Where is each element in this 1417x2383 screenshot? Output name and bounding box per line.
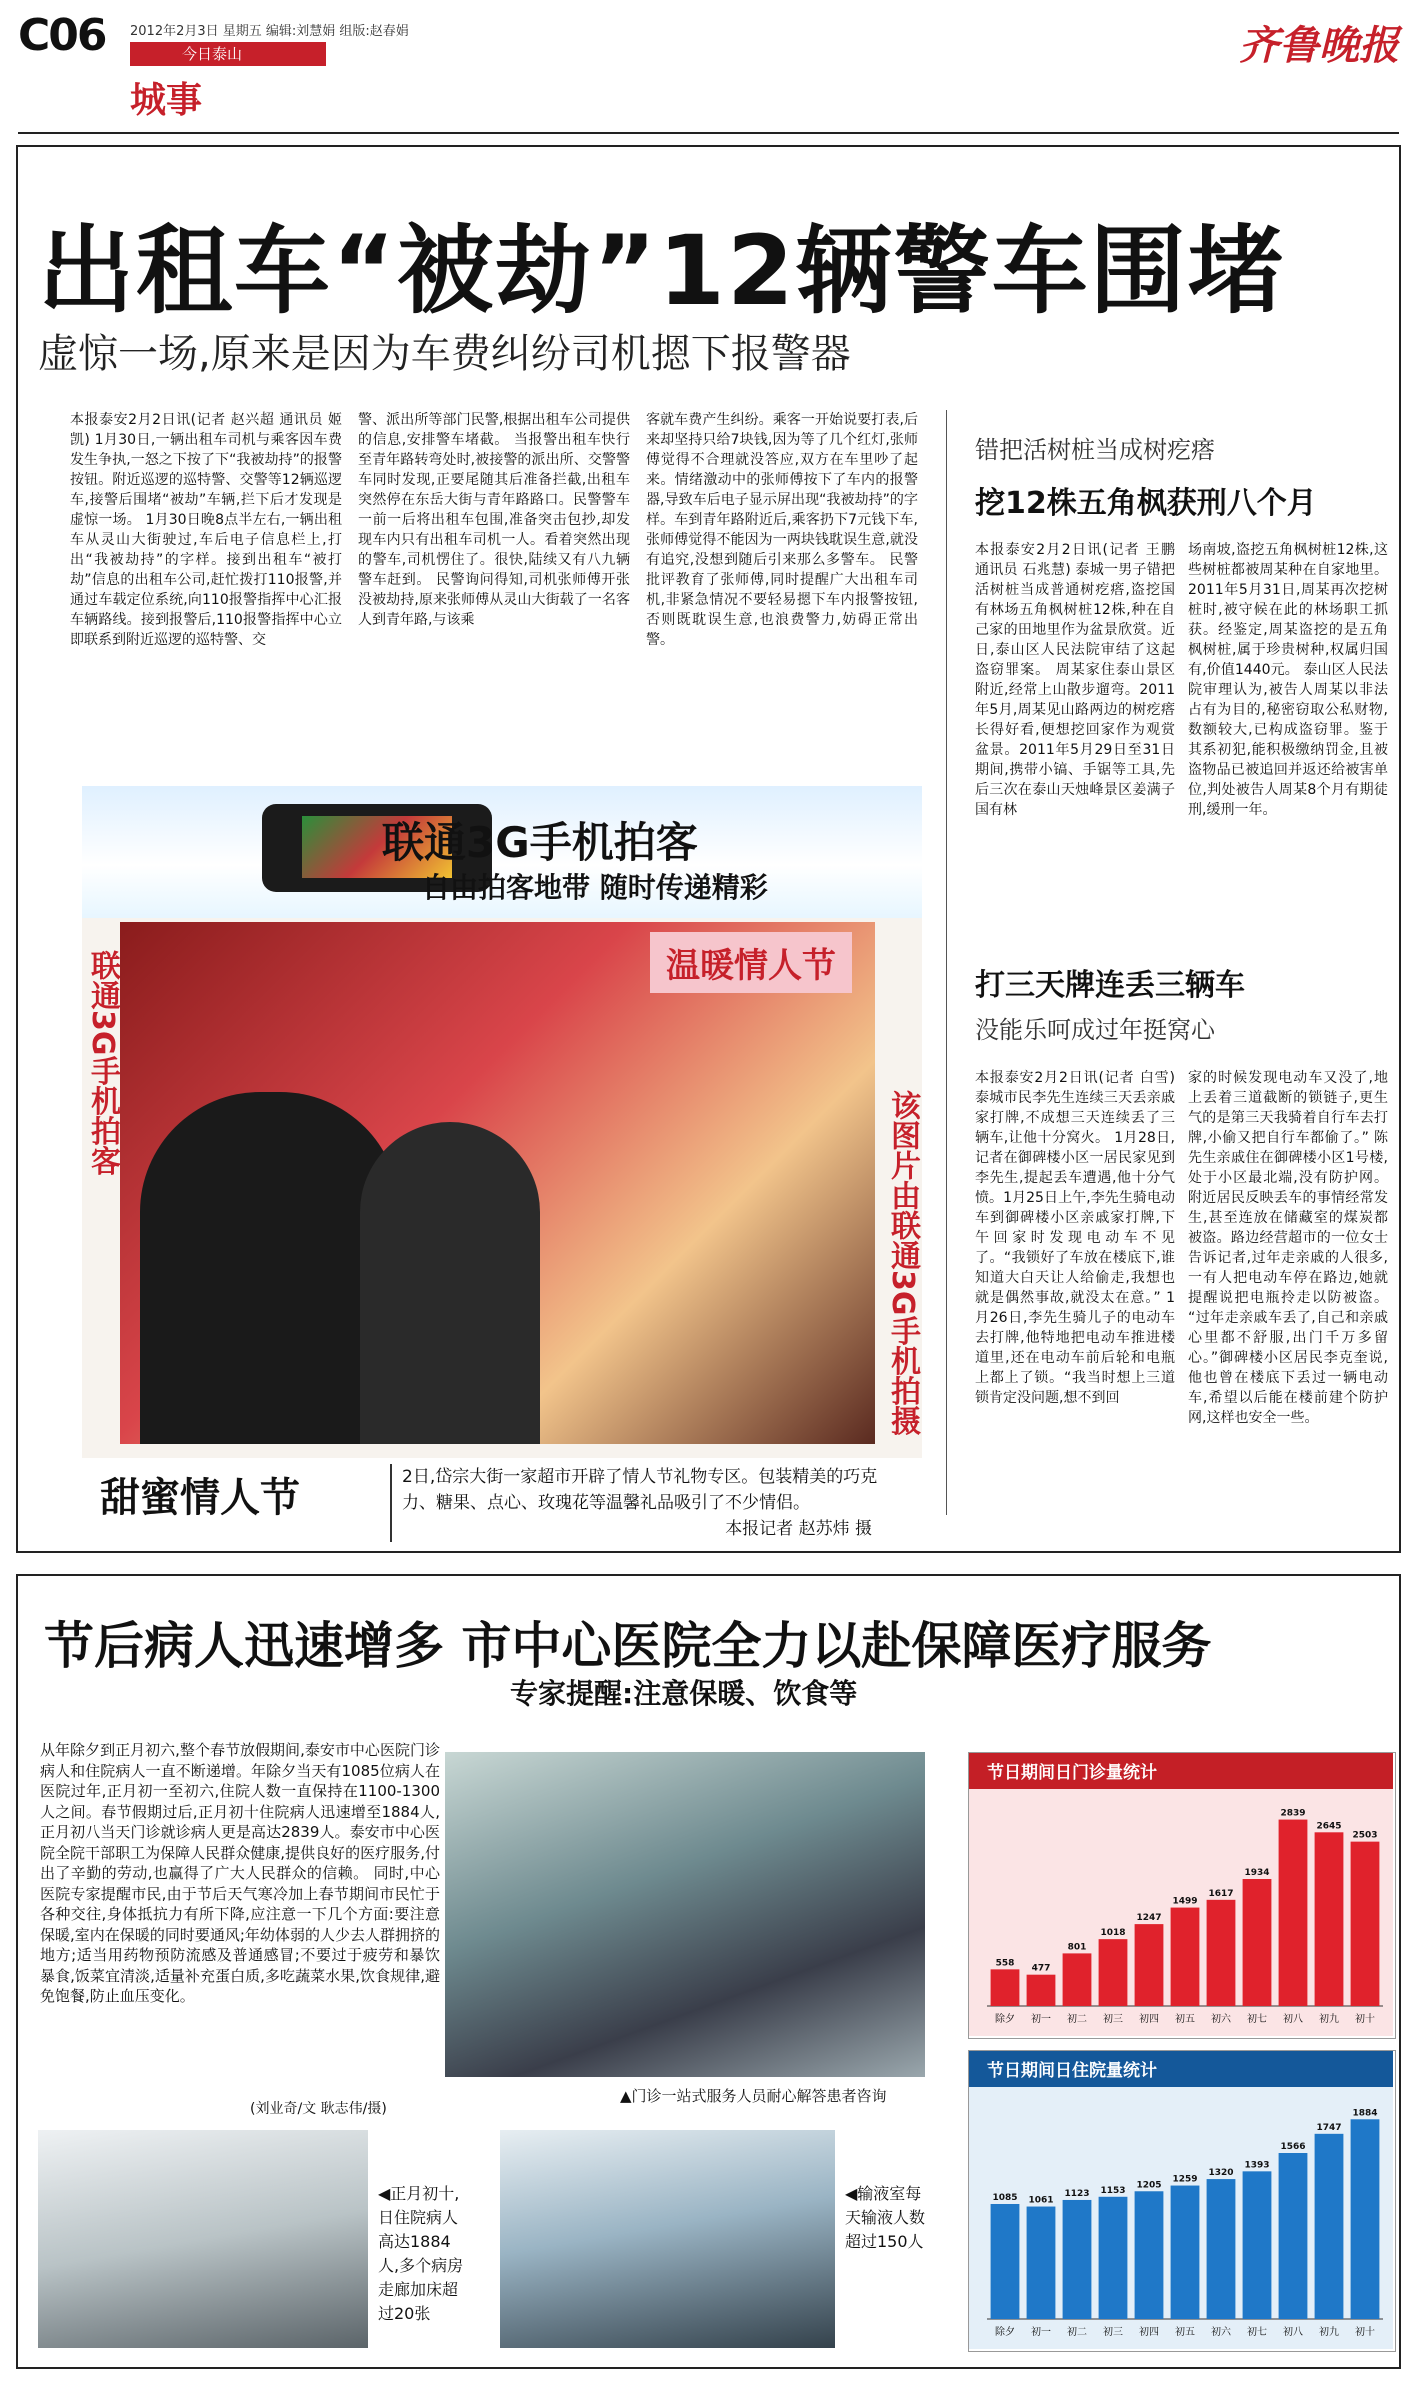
valentine-photo xyxy=(120,922,875,1444)
chart-bar xyxy=(1207,2179,1236,2319)
clinic-photo-caption: ▲门诊一站式服务人员耐心解答患者咨询 xyxy=(620,2087,887,2105)
section-name: 城事 xyxy=(130,80,203,121)
category-label: 初七 xyxy=(1247,2014,1267,2025)
main-story-col-1: 本报泰安2月2日讯(记者 赵兴超 通讯员 姬凯) 1月30日,一辆出租车司机与乘客因车费发生争执,一怒之下按了下“我被劫持”的报警按钮。附近巡逻的巡特警、交警等12辆巡逻车,接警后围堵“被劫”车辆,拦下后才发现是虚惊一场。 1月30日晚8点半左右,一辆出租车从灵山大街驶过,车后电子信息栏上,打出“我被劫持”的字样。接到出租车“被打劫”信息的出租车公司,赶忙拨打110报警,并通过车载定位系统,向110报警指挥中心汇报车辆路线。接到报警后,110报警指挥中心立即联系到附近巡逻的巡特警、交 xyxy=(70,412,342,648)
person-silhouette xyxy=(360,1122,540,1444)
category-label: 初十 xyxy=(1355,2014,1375,2025)
outpatient-chart-svg xyxy=(969,1753,1393,2036)
bar-value-label: 477 xyxy=(1031,1963,1051,1974)
hospital-subhead: 专家提醒:注意保暖、饮食等 xyxy=(510,1677,858,1710)
chart-bar xyxy=(1243,1879,1272,2006)
section-tag: 今日泰山 xyxy=(130,42,326,66)
category-label: 初二 xyxy=(1067,2014,1087,2025)
infusion-photo xyxy=(500,2130,835,2348)
category-label: 初七 xyxy=(1247,2327,1267,2338)
ad-slogan: 自由拍客地带 随时传递精彩 xyxy=(422,871,768,904)
infusion-photo-caption: ◀输液室每天输液人数超过150人 xyxy=(845,2184,926,2251)
bar-value-label: 1259 xyxy=(1172,2174,1198,2185)
side1-headline: 挖12株五角枫获刑八个月 xyxy=(975,486,1317,521)
photo-sign: 温暖情人节 xyxy=(650,932,852,993)
chart-bar xyxy=(1243,2171,1272,2319)
chart-bar xyxy=(1099,1939,1128,2006)
side1-kicker: 错把活树桩当成树疙瘩 xyxy=(975,436,1215,464)
category-label: 初一 xyxy=(1031,2327,1051,2338)
chart-bar xyxy=(1027,1975,1056,2006)
clinic-photo xyxy=(445,1752,925,2077)
category-label: 初四 xyxy=(1139,2327,1159,2338)
photo-title: 甜蜜情人节 xyxy=(100,1475,300,1521)
photo-credit: 本报记者 赵苏炜 摄 xyxy=(725,1519,872,1539)
chart-bar xyxy=(1063,2200,1092,2319)
chart-bar xyxy=(1279,2153,1308,2319)
category-label: 初十 xyxy=(1355,2327,1375,2338)
category-label: 初三 xyxy=(1103,2327,1123,2338)
header-rule xyxy=(18,132,1399,134)
bar-value-label: 1320 xyxy=(1208,2168,1234,2179)
bar-value-label: 1205 xyxy=(1136,2180,1162,2191)
ad-left-vertical: 联通3G手机拍客 xyxy=(85,950,120,1176)
chart-bar xyxy=(1171,1908,1200,2006)
chart-bar xyxy=(1279,1820,1308,2006)
category-label: 初六 xyxy=(1211,2327,1231,2338)
bar-value-label: 1499 xyxy=(1172,1896,1198,1907)
main-story-col-2: 警、派出所等部门民警,根据出租车公司提供的信息,安排警车堵截。 当报警出租车快行至青年路转弯处时,被接警的派出所、交警警车同时发现,正要尾随其后准备拦截,出租车突然停在东岳大街与青年路路口。民警警车一前一后将出租车包围,准备突击包抄,却发现车内只有出租车司机一人。看着突然出现的警车,司机愣住了。很快,陆续又有八九辆警车赶到。 民警询问得知,司机张师傅开张没被劫持,原来张师傅从灵山大街载了一名客人到青年路,与该乘 xyxy=(358,412,630,628)
chart-bar xyxy=(1351,2119,1380,2319)
category-label: 除夕 xyxy=(995,2327,1015,2338)
bar-value-label: 1747 xyxy=(1316,2122,1342,2133)
chart-bar xyxy=(1027,2207,1056,2319)
main-subhead: 虚惊一场,原来是因为车费纠纷司机摁下报警器 xyxy=(38,331,851,377)
bar-value-label: 1123 xyxy=(1064,2188,1090,2199)
inpatient-chart xyxy=(968,2050,1396,2352)
bar-value-label: 2503 xyxy=(1352,1830,1378,1841)
hospital-body: 从年除夕到正月初六,整个春节放假期间,泰安市中心医院门诊病人和住院病人一直不断递增。年除夕当天有1085位病人在医院过年,正月初一至初六,住院人数一直保持在1100-1300人之间。春节假期过后,正月初十住院病人迅速增至1884人,正月初八当天门诊就诊病人更是高达2839人。泰安市中心医院全院干部职工为保障人民群众健康,提供良好的医疗服务,付出了辛勤的劳动,也赢得了广大人民群众的信赖。 同时,中心医院专家提醒市民,由于节后天气寒冷加上春节期间市民忙于各种交往,身体抵抗力有所下降,应注意一下几个方面:要注意保暖,室内在保暖的同时要通风;年幼体弱的人少去人群拥挤的地方;适当用药物预防流感及普通感冒;不要过于疲劳和暴饮暴食,饭菜宜清淡,适量补充蛋白质,多吃蔬菜水果,饮食规律,避免饱餐,防止血压变化。 xyxy=(40,1741,440,2005)
chart-bar xyxy=(1063,1953,1092,2006)
side2-col-2: 家的时候发现电动车又没了,地上丢着三道截断的锁链子,更生气的是第三天我骑着自行车去打牌,小偷又把自行车都偷了。” 陈先生亲戚住在御碑楼小区1号楼,处于小区最北端,没有防护网。附近居民反映丢车的事情经常发生,甚至连放在储藏室的煤炭都被盗。路边经营超市的一位女士告诉记者,过年走亲戚的人很多,一有人把电动车停在路边,她就提醒说把电瓶拎走以防被盗。 “过年走亲戚车丢了,自己和亲戚心里都不舒服,出门千万多留心。”御碑楼小区居民李克奎说,他也曾在楼底下丢过一辆电动车,希望以后能在楼前建个防护网,这样也安全一些。 xyxy=(1188,1070,1388,1426)
chart-bar xyxy=(1351,1842,1380,2006)
chart-bar xyxy=(1099,2197,1128,2319)
chart-bar xyxy=(1135,1924,1164,2006)
photo-caption-text: 2日,岱宗大街一家超市开辟了情人节礼物专区。包装精美的巧克力、糖果、点心、玫瑰花等温馨礼品吸引了不少情侣。 xyxy=(402,1467,878,1513)
category-label: 初八 xyxy=(1283,2327,1303,2338)
category-label: 初四 xyxy=(1139,2014,1159,2025)
chart-title: 节日期间日住院量统计 xyxy=(987,2061,1157,2081)
bar-value-label: 1934 xyxy=(1244,1868,1270,1879)
date-line: 2012年2月3日 星期五 编辑:刘慧娟 组版:赵春娟 xyxy=(130,24,409,39)
column-divider xyxy=(946,410,947,1515)
chart-bar xyxy=(1135,2191,1164,2319)
main-story-col-3: 客就车费产生纠纷。乘客一开始说要打表,后来却坚持只给7块钱,因为等了几个红灯,张师傅觉得不合理就没答应,双方在车里吵了起来。情绪激动中的张师傅按下了车内的报警器,导致车后电子显示屏出现“我被劫持”的字样。车到青年路附近后,乘客扔下7元钱下车,张师傅觉得不能因为一两块钱耽误生意,就没有追究,没想到随后引来那么多警车。 民警批评教育了张师傅,同时提醒广大出租车司机,非紧急情况不要轻易摁下车内报警按钮,否则既耽误生意,也浪费警力,妨碍正常出警。 xyxy=(646,412,918,648)
newspaper-logo: 齐鲁晚报 xyxy=(1239,22,1399,69)
chart-bar xyxy=(991,2204,1020,2319)
bar-value-label: 1085 xyxy=(992,2192,1018,2203)
category-label: 初五 xyxy=(1175,2327,1195,2338)
bar-value-label: 1617 xyxy=(1208,1888,1234,1899)
side2-headline: 打三天牌连丢三辆车 xyxy=(975,968,1245,1003)
side2-kicker: 没能乐呵成过年挺窝心 xyxy=(975,1016,1215,1044)
bar-value-label: 1018 xyxy=(1100,1928,1126,1939)
side1-col-1: 本报泰安2月2日讯(记者 王鹏 通讯员 石兆慧) 泰城一男子错把活树桩当成普通树疙瘩,盗挖国有林场五角枫树桩12株,种在自己家的田地里作为盆景欣赏。近日,泰山区人民法院审结了这起盗窃罪案。 周某家住泰山景区附近,经常上山散步遛弯。2011年5月,周某见山路两边的树疙瘩长得好看,便想挖回家作为观赏盆景。2011年5月29日至31日期间,携带小镐、手锯等工具,先后三次在泰山天烛峰景区姜满子国有林 xyxy=(975,542,1175,818)
page-number: C06 xyxy=(18,10,106,61)
bar-value-label: 2645 xyxy=(1316,1821,1342,1832)
hospital-headline: 节后病人迅速增多 市中心医院全力以赴保障医疗服务 xyxy=(44,1617,1212,1675)
ad-title: 联通3G手机拍客 xyxy=(382,818,698,867)
category-label: 初九 xyxy=(1319,2327,1339,2338)
bar-value-label: 1566 xyxy=(1280,2142,1306,2153)
bar-value-label: 1884 xyxy=(1352,2108,1378,2119)
side1-col-2: 场南坡,盗挖五角枫树桩12株,这些树桩都被周某种在自家地里。 2011年5月31日,周某再次挖树桩时,被守候在此的林场职工抓获。经鉴定,周某盗挖的是五角枫树桩,属于珍贵树种,权属归国有,价值1440元。 泰山区人民法院审理认为,被告人周某以非法占有为目的,秘密窃取公私财物,数额较大,已构成盗窃罪。鉴于其系初犯,能积极缴纳罚金,且被盗物品已被追回并返还给被害单位,判处被告人周某8个月有期徒刑,缓刑一年。 xyxy=(1188,542,1388,818)
category-label: 初三 xyxy=(1103,2014,1123,2025)
hospital-byline: (刘业奇/文 耿志伟/摄) xyxy=(250,2101,387,2117)
category-label: 初九 xyxy=(1319,2014,1339,2025)
main-headline: 出租车“被劫”12辆警车围堵 xyxy=(38,215,1286,327)
category-label: 除夕 xyxy=(995,2014,1015,2025)
bar-value-label: 558 xyxy=(995,1958,1015,1969)
photo-caption xyxy=(390,1464,892,1542)
ad-banner xyxy=(82,786,922,918)
inpatient-chart-svg xyxy=(969,2051,1393,2349)
bar-value-label: 1393 xyxy=(1244,2160,1270,2171)
corridor-photo-caption: ◀正月初十,日住院病人高达1884人,多个病房走廊加床超过20张 xyxy=(378,2184,464,2323)
side2-col-1: 本报泰安2月2日讯(记者 白雪) 泰城市民李先生连续三天丢亲戚家打牌,不成想三天连续丢了三辆车,让他十分窝火。 1月28日,记者在御碑楼小区一居民家见到李先生,提起丢车遭遇,他十分气愤。1月25日上午,李先生骑电动车到御碑楼小区亲戚家打牌,下午回家时发现电动车不见了。“我锁好了车放在楼底下,谁知道大白天让人给偷走,我想也就是偶然事故,就没太在意。” 1月26日,李先生骑儿子的电动车去打牌,他特地把电动车推进楼道里,还在电动车前后轮和电瓶上都上了锁。“我当时想上三道锁肯定没问题,想不到回 xyxy=(975,1070,1175,1406)
bar-value-label: 801 xyxy=(1067,1942,1087,1953)
bar-value-label: 1061 xyxy=(1028,2195,1054,2206)
chart-bar xyxy=(1315,1832,1344,2006)
chart-bar xyxy=(1171,2186,1200,2319)
category-label: 初一 xyxy=(1031,2014,1051,2025)
chart-bar xyxy=(991,1969,1020,2006)
bar-value-label: 1153 xyxy=(1100,2185,1126,2196)
category-label: 初八 xyxy=(1283,2014,1303,2025)
ad-right-vertical: 该图片由联通3G手机拍摄 xyxy=(885,1090,920,1436)
corridor-photo xyxy=(38,2130,368,2348)
category-label: 初六 xyxy=(1211,2014,1231,2025)
chart-title: 节日期间日门诊量统计 xyxy=(987,1763,1157,1783)
bar-value-label: 1247 xyxy=(1136,1913,1162,1924)
chart-bar xyxy=(1207,1900,1236,2006)
chart-bar xyxy=(1315,2134,1344,2319)
category-label: 初二 xyxy=(1067,2327,1087,2338)
bar-value-label: 2839 xyxy=(1280,1808,1306,1819)
outpatient-chart xyxy=(968,1752,1396,2039)
category-label: 初五 xyxy=(1175,2014,1195,2025)
